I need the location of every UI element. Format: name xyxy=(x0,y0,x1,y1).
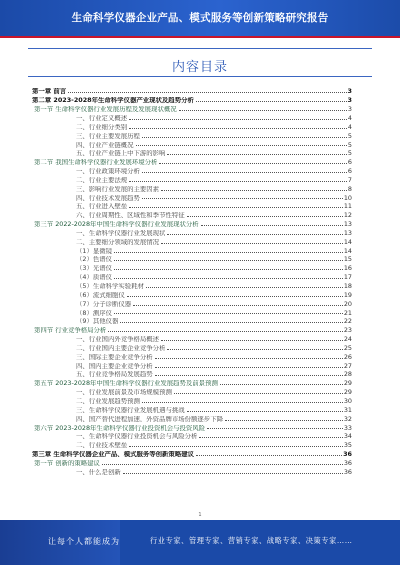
toc-entry[interactable] xyxy=(32,289,352,298)
toc-dot-leader xyxy=(142,402,343,403)
toc-entry-label: 第六节 2023-2028年生命科学仪器行业投资机会与投资风险 xyxy=(34,424,206,431)
footer-banner xyxy=(0,520,400,565)
toc-dot-leader xyxy=(120,322,342,323)
toc-entry[interactable] xyxy=(32,254,352,263)
toc-entry-page: 33 xyxy=(343,423,352,432)
toc-entry[interactable] xyxy=(32,174,352,183)
toc-entry-label: 第一章 前言 xyxy=(32,88,67,95)
toc-entry-page: 13 xyxy=(343,220,352,229)
toc-entry-page: 12 xyxy=(343,211,352,220)
toc-entry-label: （8）测序仪 xyxy=(76,309,113,316)
toc-dot-leader xyxy=(187,411,343,412)
header-accent-line xyxy=(0,36,400,38)
toc-entry-page: 22 xyxy=(343,317,352,326)
toc-entry-page: 3 xyxy=(347,87,352,96)
toc-entry-page: 16 xyxy=(343,264,352,273)
toc-entry[interactable] xyxy=(32,121,352,130)
toc-entry[interactable] xyxy=(32,431,352,440)
toc-entry-label: 第四节 行业竞争格局分析 xyxy=(34,327,107,334)
toc-entry-page: 25 xyxy=(343,343,352,352)
toc-title-bottom-rule xyxy=(28,76,372,77)
toc-entry[interactable] xyxy=(32,210,352,219)
toc-entry-label: 一、行业政策环境分析 xyxy=(76,168,140,175)
toc-entry[interactable] xyxy=(32,263,352,272)
toc-dot-leader xyxy=(123,473,343,474)
toc-dot-leader xyxy=(142,137,347,138)
toc-entry-label: 一、生命科学仪器行业投资机会与风险分析 xyxy=(76,433,198,440)
toc-entry-page: 20 xyxy=(343,299,352,308)
toc-entry-label: 二、行业细分类别 xyxy=(76,123,128,131)
toc-dot-leader xyxy=(136,145,347,146)
toc-entry[interactable] xyxy=(32,192,352,201)
toc-entry[interactable] xyxy=(32,183,352,192)
toc-entry-page: 32 xyxy=(343,414,352,423)
toc-entry-label: 三、影响行业发展的主要因素 xyxy=(76,185,160,193)
toc-entry-label: 五、行业产业链上中下游的影响 xyxy=(76,150,166,157)
toc-entry-label: 二、行业国内主要企业竞争分析 xyxy=(76,344,166,352)
footer-slogan: 让每个人都能成为 xyxy=(48,537,120,546)
toc-entry-page: 13 xyxy=(343,228,352,237)
toc-entry[interactable] xyxy=(32,342,352,351)
toc-dot-leader xyxy=(167,349,342,350)
toc-entry-page: 26 xyxy=(343,352,352,361)
toc-entry[interactable] xyxy=(32,113,352,122)
toc-entry-page: 35 xyxy=(343,441,352,450)
toc-entry-label: 三、国际主要企业竞争分析 xyxy=(76,353,153,361)
toc-entry[interactable] xyxy=(32,325,352,334)
toc-entry-label: 第二章 2023-2028年生命科学仪器产业现状及趋势分析 xyxy=(32,97,194,104)
toc-entry-label: 二、行业发展趋势预测 xyxy=(76,397,140,405)
toc-entry[interactable] xyxy=(32,148,352,157)
toc-entry[interactable] xyxy=(32,130,352,139)
toc-entry-label: （2）色谱仪 xyxy=(76,256,113,263)
toc-dot-leader xyxy=(161,340,343,341)
toc-entry[interactable] xyxy=(32,449,352,458)
toc-entry-page: 7 xyxy=(347,175,352,184)
toc-entry-label: 第三节 2022-2028年中国生命科学仪器行业发展现状分析 xyxy=(34,221,199,228)
toc-entry-page: 34 xyxy=(343,432,352,441)
toc-entry-page: 5 xyxy=(347,149,352,158)
toc-dot-leader xyxy=(167,154,346,155)
toc-entry[interactable] xyxy=(32,307,352,316)
toc-dot-leader xyxy=(102,464,343,465)
toc-entry-page: 36 xyxy=(343,467,352,476)
toc-entry-page: 18 xyxy=(343,282,352,290)
toc-entry-label: 一、什么是创新 xyxy=(76,468,121,476)
toc-entry-page: 19 xyxy=(343,290,352,299)
toc-entry[interactable] xyxy=(32,422,352,431)
toc-entry-label: （7）分子诊断仪器 xyxy=(76,300,132,308)
toc-entry-label: （5）生命科学实验耗材 xyxy=(76,283,144,290)
toc-dot-leader xyxy=(114,278,343,279)
toc-dot-leader xyxy=(179,110,347,111)
toc-entry-page: 31 xyxy=(343,405,352,414)
toc-entry[interactable] xyxy=(32,95,352,104)
toc-entry-label: 一、行业国内外竞争格局概述 xyxy=(76,336,160,343)
toc-entry-label: 四、国产替代进程加速，外资品牌市场份额逐步下降 xyxy=(76,415,223,423)
toc-entry-page: 14 xyxy=(343,246,352,255)
table-of-contents xyxy=(32,86,352,475)
toc-entry-label: 五、行业竞争格局发展趋势 xyxy=(76,371,153,378)
toc-entry-page: 27 xyxy=(343,361,352,370)
toc-entry-label: 五、行业进入壁垒 xyxy=(76,203,128,210)
toc-dot-leader xyxy=(207,428,343,429)
toc-dot-leader xyxy=(174,393,343,394)
toc-entry-page: 24 xyxy=(343,335,352,344)
toc-dot-leader xyxy=(108,331,343,332)
toc-dot-leader xyxy=(199,437,342,438)
toc-entry[interactable] xyxy=(32,281,352,290)
toc-entry-page: 5 xyxy=(347,131,352,140)
toc-entry[interactable] xyxy=(32,298,352,307)
toc-dot-leader xyxy=(129,181,347,182)
toc-entry-page: 23 xyxy=(343,326,352,335)
toc-dot-leader xyxy=(129,119,347,120)
report-title: 生命科学仪器企业产品、模式服务等创新策略研究报告 xyxy=(71,12,329,24)
toc-entry-page: 10 xyxy=(343,193,352,202)
toc-entry-page: 3 xyxy=(347,105,352,114)
toc-entry-label: 四、行业技术发展趋势 xyxy=(76,194,140,201)
toc-dot-leader xyxy=(114,313,343,314)
toc-entry-label: （1）显微镜 xyxy=(76,247,113,255)
toc-entry[interactable] xyxy=(32,316,352,325)
toc-entry[interactable] xyxy=(32,157,352,166)
toc-entry-label: 二、行业技术壁垒 xyxy=(76,442,128,449)
toc-dot-leader xyxy=(142,198,343,199)
toc-entry-label: （6）流式细胞仪 xyxy=(76,291,125,299)
toc-entry-label: 三、生命科学仪器行业发展机遇与挑战 xyxy=(76,406,185,414)
toc-dot-leader xyxy=(196,455,342,456)
footer-roles: 行业专家、管理专家、营销专家、战略专家、决策专家…… xyxy=(150,536,353,545)
toc-entry-label: 第三章 生命科学仪器企业产品、模式服务等创新策略建议 xyxy=(32,451,194,458)
toc-dot-leader xyxy=(114,252,343,253)
toc-entry-label: 四、国内主要企业竞争分析 xyxy=(76,362,153,369)
toc-entry-page: 11 xyxy=(343,202,352,211)
toc-entry[interactable] xyxy=(32,466,352,475)
toc-entry[interactable] xyxy=(32,404,352,413)
toc-entry[interactable] xyxy=(32,104,352,113)
toc-dot-leader xyxy=(225,420,343,421)
toc-dot-leader xyxy=(129,128,347,129)
toc-dot-leader xyxy=(68,92,346,93)
toc-dot-leader xyxy=(161,190,347,191)
toc-entry[interactable] xyxy=(32,236,352,245)
toc-entry-label: （9）其他仪器 xyxy=(76,318,119,325)
toc-entry-page: 29 xyxy=(343,388,352,397)
toc-dot-leader xyxy=(114,260,343,261)
page-number: 1 xyxy=(198,512,202,518)
toc-entry[interactable] xyxy=(32,369,352,378)
toc-entry[interactable] xyxy=(32,351,352,360)
toc-entry[interactable] xyxy=(32,166,352,175)
toc-dot-leader xyxy=(142,172,347,173)
toc-entry-page: 3 xyxy=(347,96,352,105)
toc-dot-leader xyxy=(114,269,343,270)
report-header-bar xyxy=(0,0,400,36)
toc-dot-leader xyxy=(155,358,343,359)
toc-entry-label: 六、行业周期性、区域性和季节性特征 xyxy=(76,212,185,219)
toc-entry-label: 三、行业主要发展历程 xyxy=(76,132,140,140)
toc-entry-page: 6 xyxy=(347,167,352,176)
toc-entry-page: 8 xyxy=(347,184,352,193)
toc-entry[interactable] xyxy=(32,245,352,254)
toc-entry-page: 30 xyxy=(343,396,352,405)
toc-dot-leader xyxy=(146,287,343,288)
toc-dot-leader xyxy=(220,384,343,385)
toc-entry-page: 6 xyxy=(347,158,352,167)
toc-entry-page: 21 xyxy=(343,308,352,317)
toc-entry[interactable] xyxy=(32,387,352,396)
toc-dot-leader xyxy=(161,243,343,244)
toc-entry[interactable] xyxy=(32,219,352,228)
toc-entry-page: 29 xyxy=(343,379,352,388)
toc-dot-leader xyxy=(127,296,343,297)
toc-entry-page: 36 xyxy=(343,450,352,459)
toc-entry-label: 第二节 我国生命科学仪器行业发展环境分析 xyxy=(34,159,158,166)
toc-entry-label: （3）光谱仪 xyxy=(76,265,113,272)
toc-entry[interactable] xyxy=(32,457,352,466)
toc-entry[interactable] xyxy=(32,360,352,369)
toc-entry-label: 第一节 创新的策略建议 xyxy=(34,459,100,467)
toc-title-top-rule xyxy=(28,48,372,49)
toc-entry[interactable] xyxy=(32,272,352,281)
toc-dot-leader xyxy=(155,375,343,376)
toc-dot-leader xyxy=(196,101,347,102)
toc-dot-leader xyxy=(159,163,346,164)
toc-entry[interactable] xyxy=(32,396,352,405)
toc-entry-page: 4 xyxy=(347,113,352,122)
toc-entry-label: 第五节 2023-2028年中国生命科学仪器行业发展趋势及前景预测 xyxy=(34,380,218,387)
toc-entry[interactable] xyxy=(32,378,352,387)
toc-entry-label: （4）质谱仪 xyxy=(76,274,113,281)
toc-entry[interactable] xyxy=(32,139,352,148)
toc-title: 内容目录 xyxy=(171,60,228,75)
toc-dot-leader xyxy=(201,225,343,226)
toc-entry-label: 二、主要细分领域的发展情况 xyxy=(76,238,160,246)
toc-entry-label: 二、行业主要法规 xyxy=(76,176,128,184)
toc-entry-page: 14 xyxy=(343,237,352,246)
toc-entry[interactable] xyxy=(32,228,352,237)
toc-entry-label: 一、生命科学仪器行业发展现状 xyxy=(76,229,166,237)
toc-entry[interactable] xyxy=(32,413,352,422)
toc-dot-leader xyxy=(129,446,343,447)
toc-entry-label: 四、行业产业链概况 xyxy=(76,141,134,148)
toc-entry-page: 28 xyxy=(343,370,352,379)
toc-entry-label: 一、行业发展前景及市场规模预测 xyxy=(76,389,172,396)
toc-entry-page: 15 xyxy=(343,255,352,264)
toc-dot-leader xyxy=(129,207,343,208)
toc-entry-page: 17 xyxy=(343,273,352,282)
toc-dot-leader xyxy=(167,234,342,235)
toc-entry[interactable] xyxy=(32,440,352,449)
toc-entry-label: 第一节 生命科学仪器行业发展历程及发展现状概况 xyxy=(34,106,177,113)
toc-entry-page: 4 xyxy=(347,122,352,131)
toc-entry[interactable] xyxy=(32,201,352,210)
toc-dot-leader xyxy=(155,367,343,368)
toc-dot-leader xyxy=(187,216,343,217)
toc-entry-page: 5 xyxy=(347,140,352,149)
toc-entry-page: 36 xyxy=(343,458,352,467)
toc-dot-leader xyxy=(133,305,343,306)
toc-entry[interactable] xyxy=(32,334,352,343)
toc-entry-label: 一、行业定义概述 xyxy=(76,114,128,122)
toc-entry[interactable] xyxy=(32,86,352,95)
